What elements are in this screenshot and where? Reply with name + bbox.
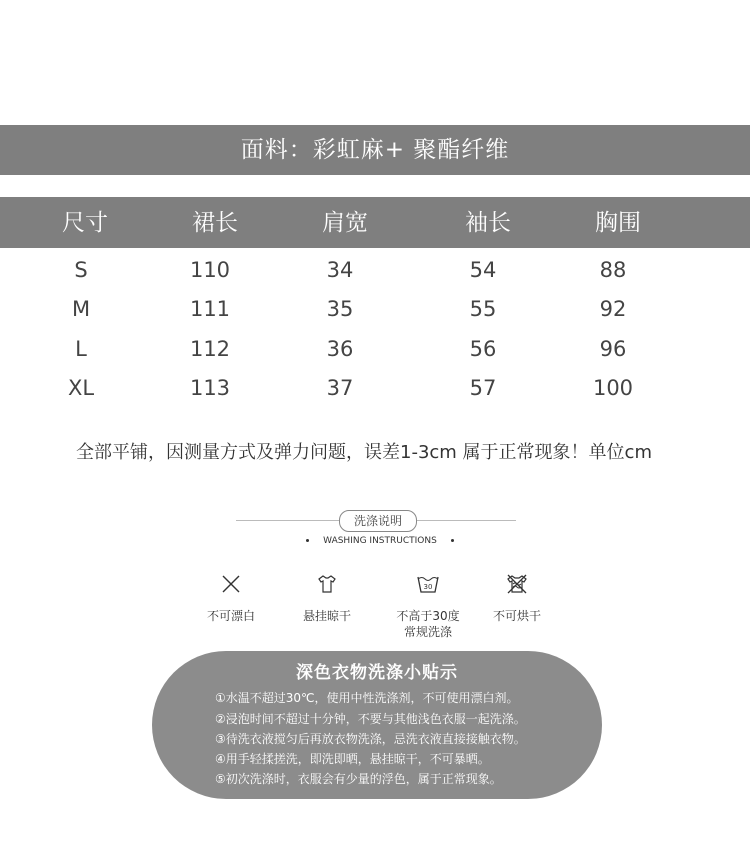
wash-temp-text: 30 [423,583,433,591]
care-item-no-bleach [186,568,276,624]
shoulder-cell: 36 [326,337,354,361]
header-size: 尺寸 [62,210,108,236]
sleeve-cell: 54 [469,258,497,282]
size-cell: M [71,297,91,321]
tip-item: ③待洗衣液搅匀后再放衣物洗涤，忌洗衣液直接接触衣物。 [215,732,526,746]
sleeve-cell: 57 [469,376,497,400]
shoulder-cell: 37 [326,376,354,400]
fabric-text: 面料：彩虹麻+ 聚酯纤维 [240,137,510,163]
bust-cell: 96 [599,337,627,361]
measurement-note [0,436,750,470]
header-sleeve: 袖长 [465,210,511,236]
care-label: 不可烘干 [492,609,541,623]
tip-item: ①水温不超过30℃，使用中性洗涤剂，不可使用漂白剂。 [215,691,519,705]
no-bleach-icon [218,568,244,598]
bust-cell: 92 [599,297,627,321]
shoulder-cell: 34 [326,258,354,282]
size-table-header [0,197,750,248]
dark-clothing-tips [152,651,602,799]
tip-item: ②浸泡时间不超过十分钟，不要与其他浅色衣服一起洗涤。 [215,712,526,726]
washing-subtitle-text: WASHING INSTRUCTIONS [323,536,437,546]
sleeve-cell: 56 [469,337,497,361]
bust-cell: 88 [599,258,627,282]
skirt-length-cell: 112 [189,337,231,361]
tips-title: 深色衣物洗涤小贴示 [296,663,458,683]
tip-item: ⑤初次洗涤时，衣服会有少量的浮色，属于正常现象。 [215,772,502,786]
bullet-dot [451,539,454,542]
header-shoulder: 肩宽 [322,210,368,236]
care-item-hang-dry [282,568,372,624]
skirt-length-cell: 113 [189,376,231,400]
care-item-no-tumble-dry [472,568,562,624]
care-item-wash-30 [383,568,473,640]
bust-cell: 100 [592,376,634,400]
size-cell: L [75,337,87,361]
size-cell: XL [67,376,95,400]
bullet-dot [306,539,309,542]
tip-item: ④用手轻揉搓洗，即洗即晒，悬挂晾干，不可暴晒。 [215,752,490,766]
table-row [0,290,750,328]
table-row [0,251,750,289]
washing-title: 洗涤说明 [339,510,417,532]
table-row [0,330,750,368]
measurement-note-text: 全部平铺，因测量方式及弹力问题，误差1-3cm 属于正常现象！单位cm [76,442,652,463]
washing-subtitle [290,533,470,549]
care-label-line2: 常规洗涤 [403,625,452,639]
sleeve-cell: 55 [469,297,497,321]
no-tumble-dry-icon [504,568,530,598]
care-label: 不高于30度 [396,609,460,623]
wash-30-icon [415,568,441,598]
fabric-banner [0,125,750,175]
care-label: 不可漂白 [206,609,255,623]
size-cell: S [74,258,88,282]
table-row [0,369,750,407]
skirt-length-cell: 111 [189,297,231,321]
skirt-length-cell: 110 [189,258,231,282]
header-bust: 胸围 [595,210,641,236]
header-skirt-length: 裙长 [192,210,238,236]
hang-dry-icon [314,568,340,598]
care-label: 悬挂晾干 [302,609,351,623]
shoulder-cell: 35 [326,297,354,321]
